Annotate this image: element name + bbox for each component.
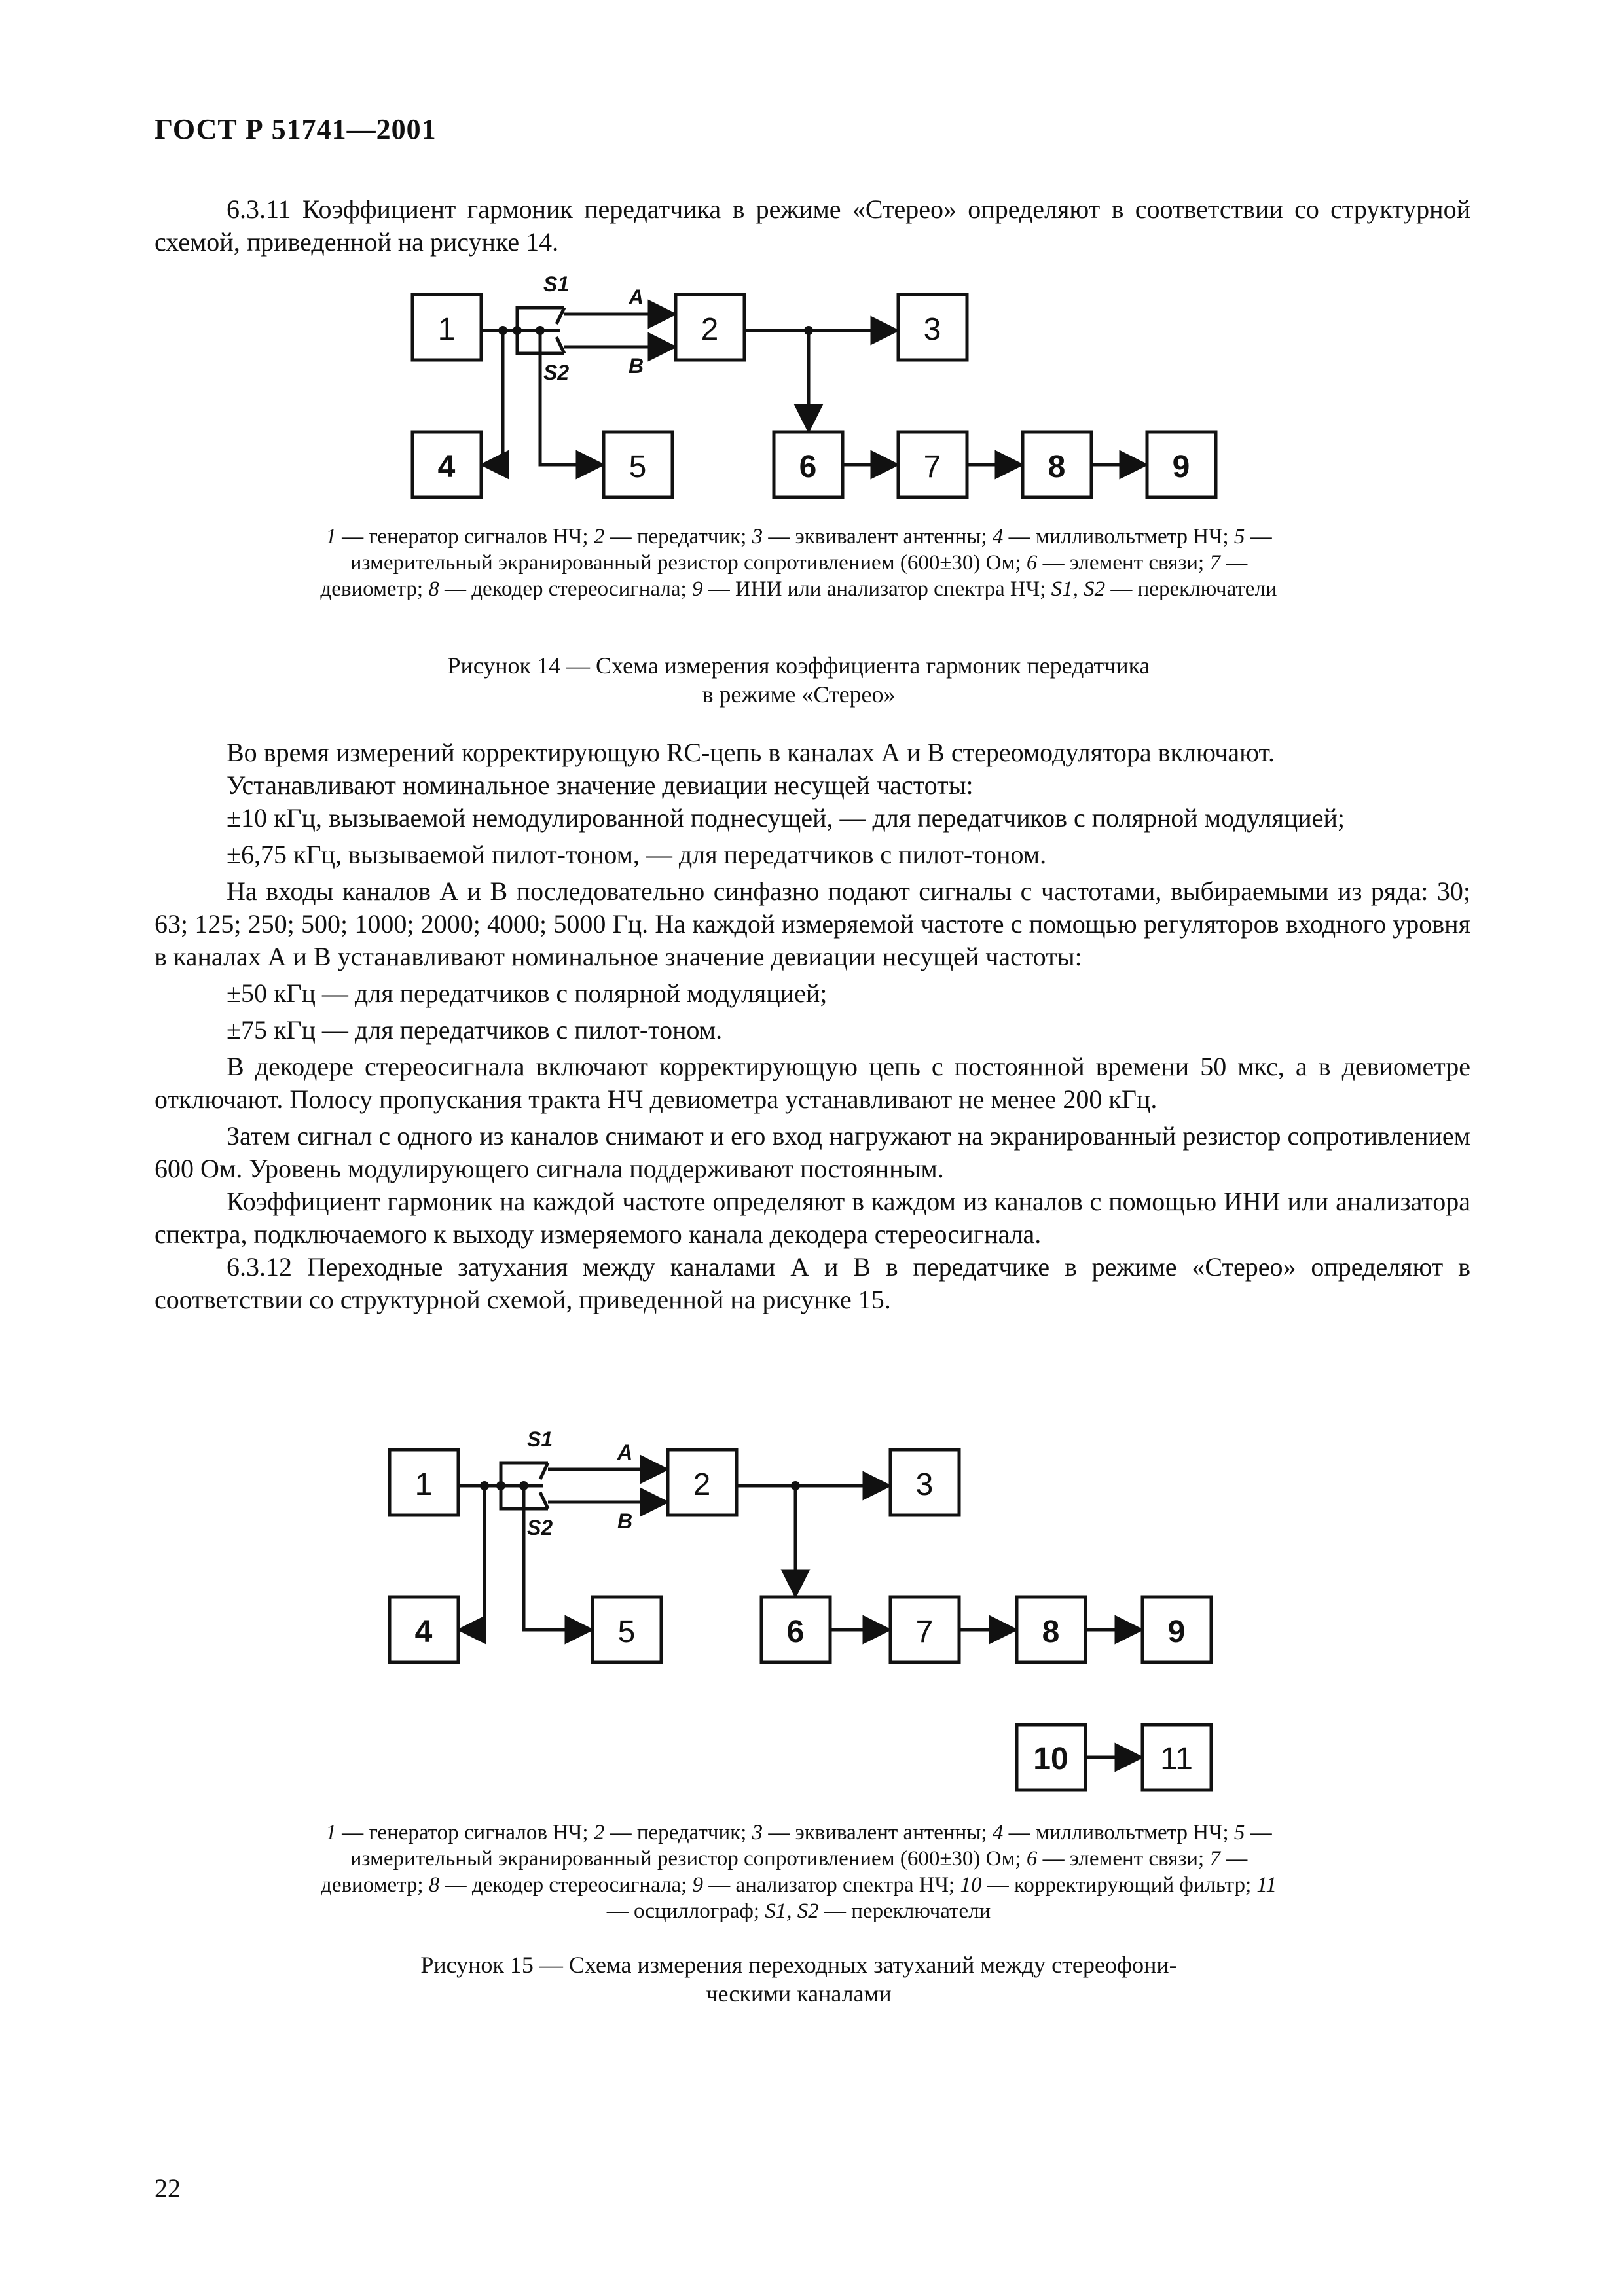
fig14-label-8: 8 xyxy=(1048,450,1066,484)
figure-14-caption xyxy=(308,651,1290,709)
fig15-channel-b: B xyxy=(617,1509,633,1533)
fig15-caption-line1: Рисунок 15 — Схема измерения переходных затуханий между стереофони- xyxy=(420,1952,1177,1978)
fig15-legend-item: 8 — декодер стереосигнала; xyxy=(428,1873,693,1897)
body-paragraph: Во время измерений корректирующую RC-цепь в каналах А и В стереомодулятора включают. xyxy=(227,738,1275,767)
fig14-label-4: 4 xyxy=(437,450,456,484)
fig15-label-11: 11 xyxy=(1160,1742,1193,1776)
fig14-label-3: 3 xyxy=(923,312,941,347)
figure-14-legend xyxy=(308,524,1290,602)
body-paragraph: 6.3.12 Переходные затухания между каналами А и В в передатчике в режиме «Стерео» определяют в соответствии со структурной схемой, приведенной на рисунке 15. xyxy=(155,1252,1470,1314)
fig14-legend-item: 2 — передатчик; xyxy=(593,525,752,548)
fig14-channel-b: B xyxy=(629,354,644,378)
body-paragraph: Коэффициент гармоник на каждой частоте определяют в каждом из каналов с помощью ИНИ или анализатора спектра, подключаемого к выходу измеряемого канала декодера стереосигнала. xyxy=(155,1187,1470,1249)
body-paragraph: ±10 кГц, вызываемой немодулированной поднесущей, — для передатчиков с полярной модуляцией; xyxy=(227,803,1345,833)
body-paragraph: Устанавливают номинальное значение девиации несущей частоты: xyxy=(227,770,974,800)
fig14-caption-line1: Рисунок 14 — Схема измерения коэффициента гармоник передатчика xyxy=(447,653,1150,679)
fig15-label-7: 7 xyxy=(915,1615,934,1649)
intro-paragraph: 6.3.11 Коэффициент гармоник передатчика в режиме «Стерео» определяют в соответствии со структурной схемой, приведенной на рисунке 14. xyxy=(155,194,1470,257)
fig15-label-5: 5 xyxy=(617,1615,636,1649)
body-paragraph: На входы каналов А и В последовательно синфазно подают сигналы с частотами, выбираемыми из ряда: 30; 63; 125; 250; 500; 1000; 2000; 4000; 5000 Гц. На каждой измеряемой частоте с помощью регуляторов входного уровня в каналах А и В устанавливают номинальное значение девиации несущей частоты: xyxy=(155,876,1470,971)
fig15-label-10: 10 xyxy=(1033,1742,1068,1776)
fig15-legend-item: 10 — корректирующий фильтр; xyxy=(960,1873,1257,1897)
fig14-legend-item: 7 — девиометр; xyxy=(320,551,1248,601)
fig15-legend-item: S1, S2 — переключатели xyxy=(765,1899,991,1923)
fig14-legend-item: S1, S2 — переключатели xyxy=(1051,577,1277,601)
fig15-legend-item: 11 — осциллограф; xyxy=(606,1873,1277,1923)
fig14-legend-item: 9 — ИНИ или анализатор спектра НЧ; xyxy=(691,577,1051,601)
body-paragraph: ±50 кГц — для передатчиков с полярной модуляцией; xyxy=(227,978,828,1008)
fig15-caption-line2: ческими каналами xyxy=(706,1981,892,2007)
fig14-caption-line2: в режиме «Стерео» xyxy=(702,681,896,708)
fig15-legend-item: 2 — передатчик; xyxy=(593,1821,752,1844)
fig15-legend-item: 6 — элемент связи; xyxy=(1026,1847,1210,1871)
fig14-channel-a: A xyxy=(629,285,644,309)
body-paragraph: В декодере стереосигнала включают корректирующую цепь с постоянной времени 50 мкс, а в девиометре отключают. Полосу пропускания тракта НЧ девиометра устанавливают не менее 200 кГц. xyxy=(155,1052,1470,1114)
fig14-legend-item: 3 — эквивалент антенны; xyxy=(752,525,993,548)
fig15-label-1: 1 xyxy=(414,1467,433,1502)
figure-15-diagram xyxy=(370,1420,1260,1806)
fig14-legend-item: 6 — элемент связи; xyxy=(1026,551,1210,575)
fig15-legend-item: 7 — девиометр; xyxy=(321,1847,1248,1897)
fig14-legend-item: 4 — милливольтметр НЧ; xyxy=(992,525,1234,548)
body-paragraph: ±75 кГц — для передатчиков с пилот-тоном. xyxy=(227,1015,723,1045)
fig15-legend-item: 1 — генератор сигналов НЧ; xyxy=(325,1821,594,1844)
fig15-label-4: 4 xyxy=(414,1615,433,1649)
fig14-legend-item: 8 — декодер стереосигнала; xyxy=(428,577,692,601)
fig15-switch-s1: S1 xyxy=(527,1427,553,1451)
fig14-label-2: 2 xyxy=(701,312,719,347)
fig15-legend-item: 9 — анализатор спектра НЧ; xyxy=(692,1873,960,1897)
fig14-label-7: 7 xyxy=(923,450,941,484)
body-paragraph: Затем сигнал с одного из каналов снимают и его вход нагружают на экранированный резистор сопротивлением 600 Ом. Уровень модулирующего сигнала поддерживают постоянным. xyxy=(155,1121,1470,1183)
body-section xyxy=(155,736,1470,1316)
fig15-legend-item: 4 — милливольтметр НЧ; xyxy=(992,1821,1234,1844)
body-paragraph: ±6,75 кГц, вызываемой пилот-тоном, — для передатчиков с пилот-тоном. xyxy=(227,840,1047,869)
document-header: ГОСТ Р 51741—2001 xyxy=(155,113,437,145)
fig14-label-6: 6 xyxy=(799,450,817,484)
fig15-switch-s2: S2 xyxy=(527,1516,553,1539)
page-number: 22 xyxy=(155,2174,181,2203)
fig14-label-1: 1 xyxy=(437,312,456,347)
fig15-label-8: 8 xyxy=(1042,1615,1060,1649)
fig15-label-2: 2 xyxy=(693,1467,711,1502)
fig14-switch-s2: S2 xyxy=(543,361,570,384)
intro-section xyxy=(155,193,1470,259)
fig15-channel-a: A xyxy=(617,1441,633,1464)
fig15-label-6: 6 xyxy=(786,1615,805,1649)
fig14-legend-item: 1 — генератор сигналов НЧ; xyxy=(325,525,594,548)
figure-14-diagram xyxy=(393,265,1244,514)
fig14-label-9: 9 xyxy=(1172,450,1190,484)
fig15-legend-item: 5 — измерительный экранированный резистор сопротивлением (600±30) Ом; xyxy=(350,1821,1272,1871)
fig14-label-5: 5 xyxy=(629,450,647,484)
fig15-label-3: 3 xyxy=(915,1467,934,1502)
fig14-legend-item: 5 — измерительный экранированный резистор сопротивлением (600±30) Ом; xyxy=(350,525,1272,575)
figure-15-caption xyxy=(314,1950,1283,2008)
fig14-switch-s1: S1 xyxy=(543,272,570,296)
fig15-legend-item: 3 — эквивалент антенны; xyxy=(752,1821,993,1844)
figure-15-legend xyxy=(314,1820,1283,1924)
fig15-label-9: 9 xyxy=(1167,1615,1186,1649)
